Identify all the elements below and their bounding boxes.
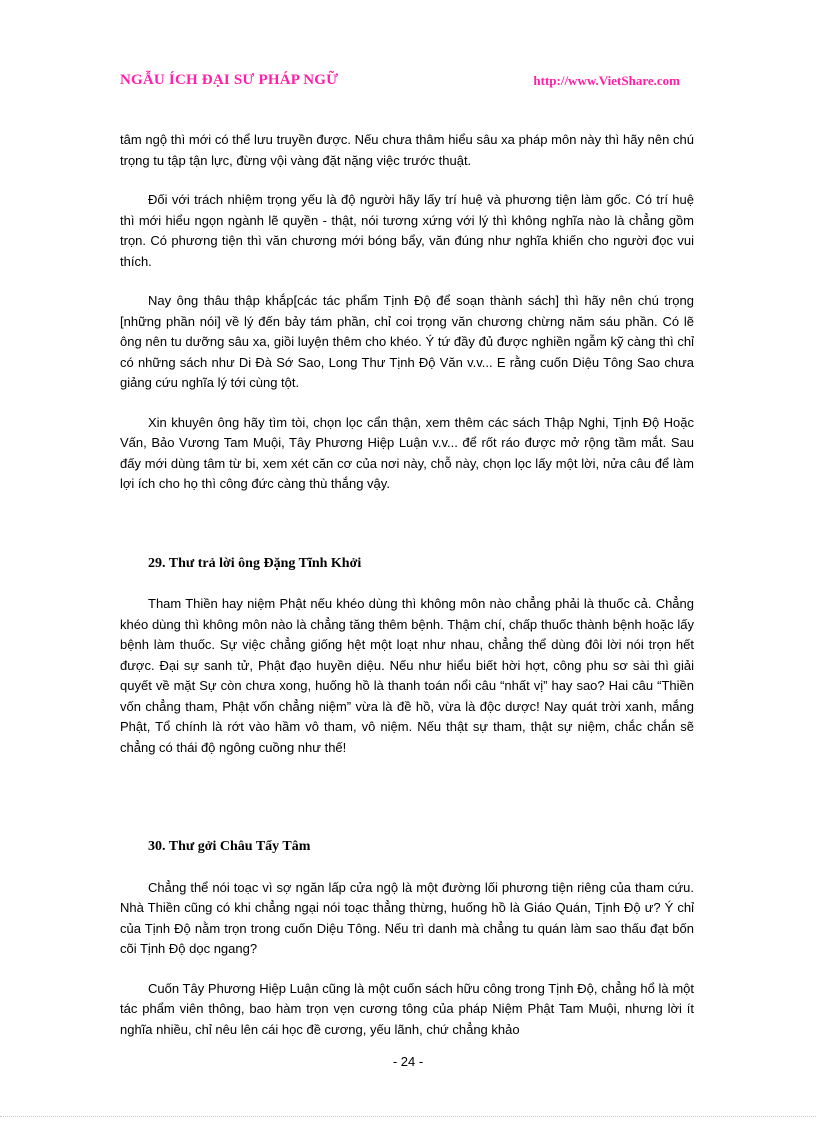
paragraph-5: Tham Thiền hay niệm Phật nếu khéo dùng thì không môn nào chẳng phải là thuốc cả. Chẳng khéo dùng thì không môn nào là chẳng tăng thêm bệnh. Thậm chí, chấp thuốc thành bệnh hoặc lấy bệnh làm thuốc. Sự việc chẳng giống hệt một loạt như nhau, chẳng thể dùng đôi lời nói trọn hết được. Đại sự sanh tử, Phật đạo huyền diệu. Nếu như hiểu biết hời hợt, công phu sơ sài thì giải quyết về mặt Sự còn chưa xong, huống hồ là thanh toán nổi câu “nhất vị” hay sao? Hai câu “Thiền vốn chẳng tham, Phật vốn chẳng niệm” vừa là đề hồ, vừa là độc dược! Nay quát trời xanh, mắng Phật, Tổ chính là rớt vào hầm vô tham, vô niệm. Nếu thật sự tham, thật sự niệm, chắc chắn sẽ chẳng có thái độ ngông cuồng như thế! bbox=[120, 596, 694, 755]
paragraph-6: Chẳng thể nói toạc vì sợ ngăn lấp cửa ngộ là một đường lối phương tiện riêng của tham cứu. Nhà Thiền cũng có khi chẳng ngại nói toạc thẳng thừng, huống hồ là Giáo Quán, Tịnh Độ ư? Ý chỉ của Tịnh Độ nằm trọn trong cuốn Diệu Tông. Nếu trì danh mà chẳng tu quán làm sao thấu đạt bốn cõi Tịnh Độ dọc ngang? bbox=[120, 879, 694, 956]
page-bottom-divider bbox=[0, 1116, 816, 1117]
paragraph-2: Đối với trách nhiệm trọng yếu là độ người hãy lấy trí huệ và phương tiện làm gốc. Có trí huệ thì mới hiểu ngọn ngành lẽ quyền - thật, nói tương xứng với lý thì không nghĩa nào là chẳng gồm trọn. Có phương tiện thì văn chương mới bóng bẩy, văn đúng như nghĩa khiến cho người đọc vui thích. bbox=[120, 192, 694, 269]
paragraph-1: tâm ngộ thì mới có thể lưu truyền được. Nếu chưa thâm hiểu sâu xa pháp môn này thì hãy nên chú trọng tu tập tận lực, đừng vội vàng đặt nặng việc trước thuật. bbox=[120, 132, 694, 168]
paragraph-4: Xin khuyên ông hãy tìm tòi, chọn lọc cẩn thận, xem thêm các sách Thập Nghi, Tịnh Độ Hoặc Vấn, Bảo Vương Tam Muội, Tây Phương Hiệp Luận v.v... để rốt ráo được mở rộng tầm mắt. Sau đấy mới dùng tâm từ bi, xem xét căn cơ của nơi này, chỗ này, chọn lọc lấy một lời, nửa câu để làm lợi ích cho họ thì công đức càng thù thắng vậy. bbox=[120, 414, 694, 491]
header-title: NGẪU ÍCH ĐẠI SƯ PHÁP NGỮ bbox=[120, 72, 339, 88]
section-heading-29: 29. Thư trả lời ông Đặng Tĩnh Khởi bbox=[148, 555, 362, 571]
section-spacer bbox=[120, 777, 694, 837]
section-heading-30: 30. Thư gởi Châu Tẩy Tâm bbox=[148, 839, 311, 854]
header-url[interactable]: http://www.VietShare.com bbox=[533, 73, 680, 88]
page-header bbox=[120, 72, 680, 92]
document-body bbox=[120, 130, 694, 1059]
paragraph-3: Nay ông thâu thập khắp[các tác phẩm Tịnh Độ để soạn thành sách] thì hãy nên chú trọng [những phần nói] về lý đến bảy tám phần, chỉ coi trọng văn chương chừng năm sáu phần. Có lẽ ông nên tu dưỡng sâu xa, giồi luyện thêm cho khéo. Ý tứ đầy đủ được nghiền ngẫm kỹ càng thì chỉ có những sách như Di Đà Sớ Sao, Long Thư Tịnh Độ Văn v.v... E rằng cuốn Diệu Tông Sao chưa giảng cứu nghĩa lý tới cùng tột. bbox=[120, 293, 694, 390]
page-number: - 24 - bbox=[392, 1054, 424, 1069]
section-spacer bbox=[120, 514, 694, 554]
paragraph-7: Cuốn Tây Phương Hiệp Luận cũng là một cuốn sách hữu công trong Tịnh Độ, chẳng hổ là một tác phẩm viên thông, bao hàm trọn vẹn cương tông của pháp Niệm Phật Tam Muội, nhưng lời ít nghĩa nhiều, chỉ nêu lên cái học đề cương, yếu lãnh, chứ chẳng khảo bbox=[120, 980, 694, 1037]
